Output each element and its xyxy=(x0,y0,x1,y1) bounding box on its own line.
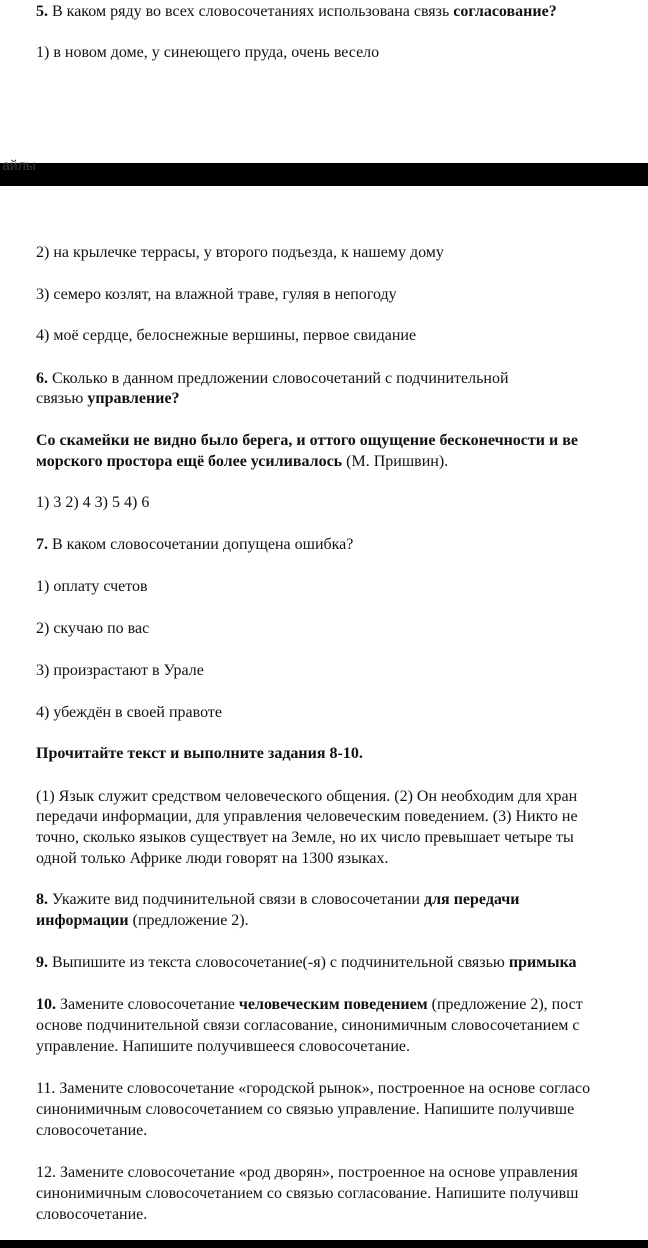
q5-answer-1: 1) в новом доме, у синеющего пруда, очень весело xyxy=(36,44,380,61)
q9-bold: примыка xyxy=(508,954,577,971)
question-10-line-2: основе подчинительной связи согласование, синонимичным словосочетанием с xyxy=(36,1017,580,1034)
question-11-line-3: словосочетание. xyxy=(36,1122,148,1139)
question-11-line-1: 11. Замените словосочетание «городской рынок», построенное на основе согласо xyxy=(36,1080,591,1097)
question-8-line-1 xyxy=(36,890,520,910)
question-11-line-2: синонимичным словосочетанием со связью управление. Напишите получивше xyxy=(36,1101,575,1118)
text-line-3: точно, сколько языков существует на Земле, но их число превышает четыре ты xyxy=(36,829,574,846)
question-8-line-2 xyxy=(36,911,249,931)
q6-text: Сколько в данном предложении словосочетаний с подчинительной xyxy=(48,370,509,387)
q10-text: Замените словосочетание xyxy=(56,996,239,1013)
question-5-line xyxy=(36,2,557,22)
reading-heading: Прочитайте текст и выполните задания 8-10. xyxy=(36,745,363,762)
question-12-line-3: словосочетание. xyxy=(36,1206,148,1223)
q10-rest: (предложение 2), пост xyxy=(427,996,583,1013)
q6-options: 1) 3 2) 4 3) 5 4) 6 xyxy=(36,494,150,511)
q6-sentence-line-2 xyxy=(36,452,448,472)
question-10-line-1 xyxy=(36,995,583,1015)
q8-bold-2: информации xyxy=(36,912,129,929)
question-10-line-3: управление. Напишите получившееся словосочетание. xyxy=(36,1038,411,1055)
q10-number: 10. xyxy=(36,996,56,1013)
q5-number: 5. xyxy=(36,3,48,20)
q5-text: В каком ряду во всех словосочетаниях использована связь xyxy=(48,3,454,20)
q5-answer-2: 2) на крылечке террасы, у второго подъезда, к нашему дому xyxy=(36,244,444,261)
question-6-line-2 xyxy=(36,389,180,409)
q5-bold: согласование? xyxy=(453,3,557,20)
text-line-1: (1) Язык служит средством человеческого общения. (2) Он необходим для хран xyxy=(36,788,578,805)
q9-text: Выпишите из текста словосочетание(-я) с подчинительной связью xyxy=(48,954,509,971)
question-7-line xyxy=(36,535,353,555)
q7-text: В каком словосочетании допущена ошибка? xyxy=(48,536,354,553)
q7-answer-4: 4) убеждён в своей правоте xyxy=(36,704,222,721)
q9-number: 9. xyxy=(36,954,48,971)
q6-sentence-line-1: Со скамейки не видно было берега, и оттого ощущение бесконечности и ве xyxy=(36,432,578,449)
q10-bold: человеческим поведением xyxy=(238,996,428,1013)
q8-number: 8. xyxy=(36,891,48,908)
question-9-line xyxy=(36,953,577,973)
question-12-line-1: 12. Замените словосочетание «род дворян», построенное на основе управления xyxy=(36,1164,578,1181)
q6-bold: управление? xyxy=(87,390,180,407)
q5-answer-4: 4) моё сердце, белоснежные вершины, первое свидание xyxy=(36,327,417,344)
text-line-4: одной только Африке люди говорят на 1300 языках. xyxy=(36,850,389,867)
bottom-black-bar xyxy=(0,1240,648,1248)
q7-answer-3: 3) произрастают в Урале xyxy=(36,662,204,679)
q7-answer-1: 1) оплату счетов xyxy=(36,578,148,595)
question-6-line-1 xyxy=(36,369,509,389)
question-12-line-2: синонимичным словосочетанием со связью согласование. Напишите получивш xyxy=(36,1185,579,1202)
black-banner xyxy=(0,157,648,186)
q5-answer-3: 3) семеро козлят, на влажной траве, гуляя в непогоду xyxy=(36,286,397,303)
q8-text: Укажите вид подчинительной связи в словосочетании xyxy=(48,891,424,908)
q8-rest: (предложение 2). xyxy=(128,912,249,929)
q7-answer-2: 2) скучаю по вас xyxy=(36,620,150,637)
q6-text-2: связью xyxy=(36,390,88,407)
text-line-2: передачи информации, для управления человеческим поведением. (3) Никто не xyxy=(36,808,578,825)
q7-number: 7. xyxy=(36,536,48,553)
q6-number: 6. xyxy=(36,370,48,387)
q6-sentence-author: (М. Пришвин). xyxy=(342,453,449,470)
q6-sentence-bold: морского простора ещё более усиливалось xyxy=(36,453,343,470)
q8-bold-1: для передачи xyxy=(423,891,520,908)
banner-text: айлы xyxy=(2,157,36,173)
